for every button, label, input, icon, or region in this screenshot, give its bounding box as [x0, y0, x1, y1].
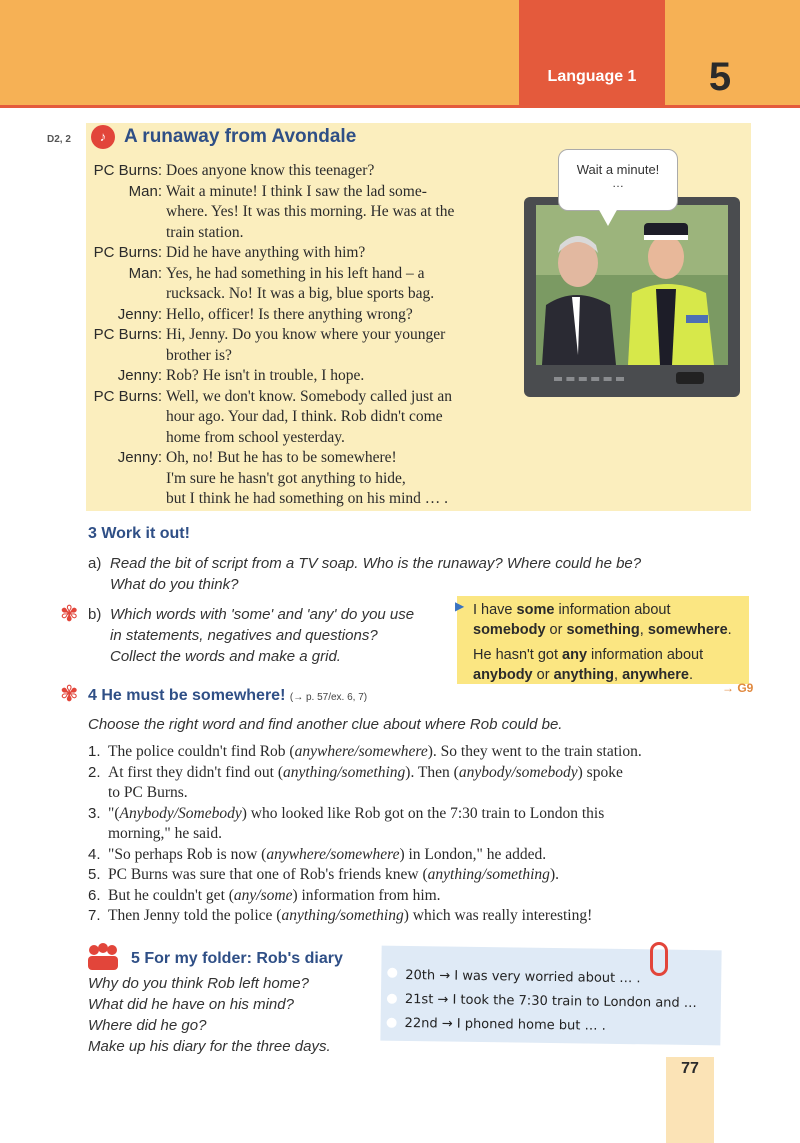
item-text: But he couldn't get ( [108, 886, 234, 904]
page-number: 77 [681, 1060, 699, 1077]
item-text: PC Burns was sure that one of Rob's friends knew ( [108, 866, 428, 883]
tv-button [676, 372, 704, 384]
list-item [88, 886, 748, 907]
speaker-name: Jenny: [117, 367, 162, 384]
word-choice: anywhere/somewhere [266, 845, 400, 863]
item-text: The police couldn't find Rob ( [108, 743, 295, 760]
list-item [88, 804, 748, 845]
tv-speaker-grill [554, 377, 624, 381]
exercise-5-prompts [88, 973, 378, 1057]
tip-some-sentence: I have some information about somebody or something, somewhere. [473, 602, 732, 638]
speech-text: hour ago. Your dad, I think. Rob didn't come [166, 408, 443, 425]
word-choice: anybody/somebody [458, 763, 578, 781]
header-rule [0, 105, 800, 108]
list-item [88, 845, 748, 866]
speech-text: brother is? [166, 346, 232, 364]
speaker-name: PC Burns: [93, 326, 162, 343]
item-text: ) which was really interesting! [403, 907, 593, 924]
unit-number: 5 [708, 55, 732, 99]
speech-text: where. Yes! It was this morning. He was at the [166, 203, 455, 220]
list-item [88, 865, 748, 886]
speech-text: Well, we don't know. Somebody called just an [166, 387, 452, 405]
bubble-text: Wait a minute! [576, 162, 660, 177]
speaker-name: Man: [128, 182, 162, 200]
exercise-5-line: Make up his diary for the three days. [88, 1038, 331, 1055]
grammar-reference-link[interactable]: → G9 [722, 681, 754, 695]
speech-text: I'm sure he hasn't got anything to hide, [166, 469, 406, 487]
list-item [88, 906, 748, 927]
speech-text: Wait a minute! I think I saw the lad some- [166, 182, 427, 200]
dialogue-line [86, 387, 536, 449]
item-text: ). So they went to the train station. [427, 743, 642, 760]
speaker-name: Jenny: [117, 449, 162, 466]
item-number: 5. [88, 866, 101, 883]
word-choice: Anybody/Somebody [119, 804, 242, 822]
diary-entry: 22nd → I phoned home but … . [404, 1015, 606, 1034]
speech-text: Oh, no! But he has to be somewhere! [166, 449, 397, 466]
list-item [88, 763, 748, 804]
exercise-5-line: What did he have on his mind? [88, 996, 294, 1013]
item-text: ) who looked like Rob got on the 7:30 train to London this [241, 804, 605, 822]
exercise-4-instruction: Choose the right word and find another clue about where Rob could be. [88, 716, 563, 733]
word-choice: any/some [233, 886, 293, 904]
item-text: "So perhaps Rob is now ( [108, 845, 267, 863]
list-item [88, 742, 748, 763]
item-number: 4. [88, 845, 101, 863]
paper-hole [387, 1018, 397, 1028]
tv-illustration [524, 197, 740, 397]
word-choice: anything/something [283, 763, 406, 781]
exercise-5-heading: 5 For my folder: Rob's diary [131, 950, 343, 967]
grammar-tip-box [457, 596, 749, 684]
item-number: 2. [88, 763, 101, 781]
speech-text: Rob? He isn't in trouble, I hope. [166, 367, 365, 384]
speaker-name: Man: [128, 264, 162, 282]
group-work-icon [86, 942, 120, 972]
header-section-tab [519, 0, 665, 105]
speaker-name: PC Burns: [93, 162, 162, 179]
exercise-3a-label: a) [88, 555, 102, 572]
paper-hole [387, 968, 397, 978]
item-text: "( [108, 804, 120, 822]
speech-text: rucksack. No! It was a big, blue sports bag. [166, 285, 435, 302]
tv-screen-photo [536, 205, 728, 365]
pinwheel-icon: ✾ [60, 681, 79, 706]
cd-reference: D2, 2 [47, 134, 71, 145]
exercise-3b-text [110, 604, 450, 667]
speech-text: Does anyone know this teenager? [166, 162, 375, 179]
speech-text: Hello, officer! Is there anything wrong? [166, 305, 413, 323]
dialogue-line [86, 448, 536, 510]
exercise-3-heading: 3 Work it out! [88, 525, 190, 542]
item-text: ) spoke [577, 763, 623, 781]
item-text: Then Jenny told the police ( [108, 907, 282, 924]
exercise-3a-line: Read the bit of script from a TV soap. Who is the runaway? Where could he be? [110, 555, 642, 572]
header-band [0, 0, 800, 105]
exercise-3a-line: What do you think? [110, 576, 239, 593]
pinwheel-icon: ✾ [60, 601, 79, 626]
exercise-3b-line: in statements, negatives and questions? [110, 627, 378, 644]
diary-entry: 21st → I took the 7:30 train to London and … [404, 991, 697, 1012]
dialogue-line [86, 366, 536, 387]
audio-cd-icon[interactable]: ♪ [91, 125, 115, 149]
dialogue-line [86, 305, 536, 326]
speaker-name: PC Burns: [93, 387, 162, 405]
dialogue-line [86, 182, 536, 244]
dialogue-line [86, 325, 536, 366]
exercise-3b-line: Collect the words and make a grid. [110, 648, 341, 665]
item-number: 3. [88, 804, 101, 822]
speech-text: Hi, Jenny. Do you know where your younger [166, 326, 446, 343]
speech-text: train station. [166, 223, 244, 241]
speech-bubble-tail [598, 208, 618, 226]
item-text: to PC Burns. [108, 784, 188, 801]
paperclip-icon [650, 942, 668, 976]
speech-text: Did he have anything with him? [166, 244, 366, 261]
tip-any-sentence: He hasn't got any information about anybody or anything, anywhere. [473, 647, 704, 683]
speech-text: but I think he had something on his mind … . [166, 490, 448, 507]
speaker-name: PC Burns: [93, 244, 162, 261]
dialogue-line [86, 264, 536, 305]
speech-bubble [558, 149, 678, 211]
exercise-5-line: Why do you think Rob left home? [88, 975, 309, 992]
item-number: 7. [88, 907, 101, 924]
tip-arrow-icon: ▶ [455, 599, 465, 613]
dialogue-script [86, 161, 536, 510]
section-label: Language 1 [547, 68, 637, 85]
item-number: 1. [88, 743, 101, 760]
dialogue-line [86, 161, 536, 182]
diary-entry: 20th → I was very worried about … . [405, 967, 641, 987]
exercise-4-list [88, 742, 748, 927]
item-text: ) in London," he added. [399, 845, 547, 863]
dialogue-title: A runaway from Avondale [124, 126, 357, 147]
item-number: 6. [88, 886, 101, 904]
word-choice: anywhere/somewhere [294, 743, 428, 760]
item-text: ). Then ( [405, 763, 459, 781]
exercise-5-line: Where did he go? [88, 1017, 207, 1034]
speech-text: home from school yesterday. [166, 428, 345, 446]
item-text: At first they didn't find out ( [108, 763, 283, 781]
speaker-name: Jenny: [117, 305, 162, 323]
exercise-4-reference: (→ p. 57/ex. 6, 7) [289, 692, 368, 703]
word-choice: anything/something [427, 866, 550, 883]
diary-notepaper [380, 946, 721, 1046]
paper-hole [387, 994, 397, 1004]
exercise-4-heading: 4 He must be somewhere! (→ p. 57/ex. 6, 7) [88, 687, 368, 704]
dialogue-line [86, 243, 536, 264]
item-text: ). [549, 866, 559, 883]
exercise-3b-label: b) [88, 606, 102, 623]
item-text: morning," he said. [108, 825, 222, 842]
bubble-ellipsis: … [612, 176, 624, 190]
exercise-3a-text [110, 553, 730, 595]
speech-text: Yes, he had something in his left hand – a [166, 264, 425, 282]
word-choice: anything/something [281, 907, 404, 924]
item-text: ) information from him. [292, 886, 441, 904]
exercise-3b-line: Which words with 'some' and 'any' do you use [110, 606, 415, 623]
